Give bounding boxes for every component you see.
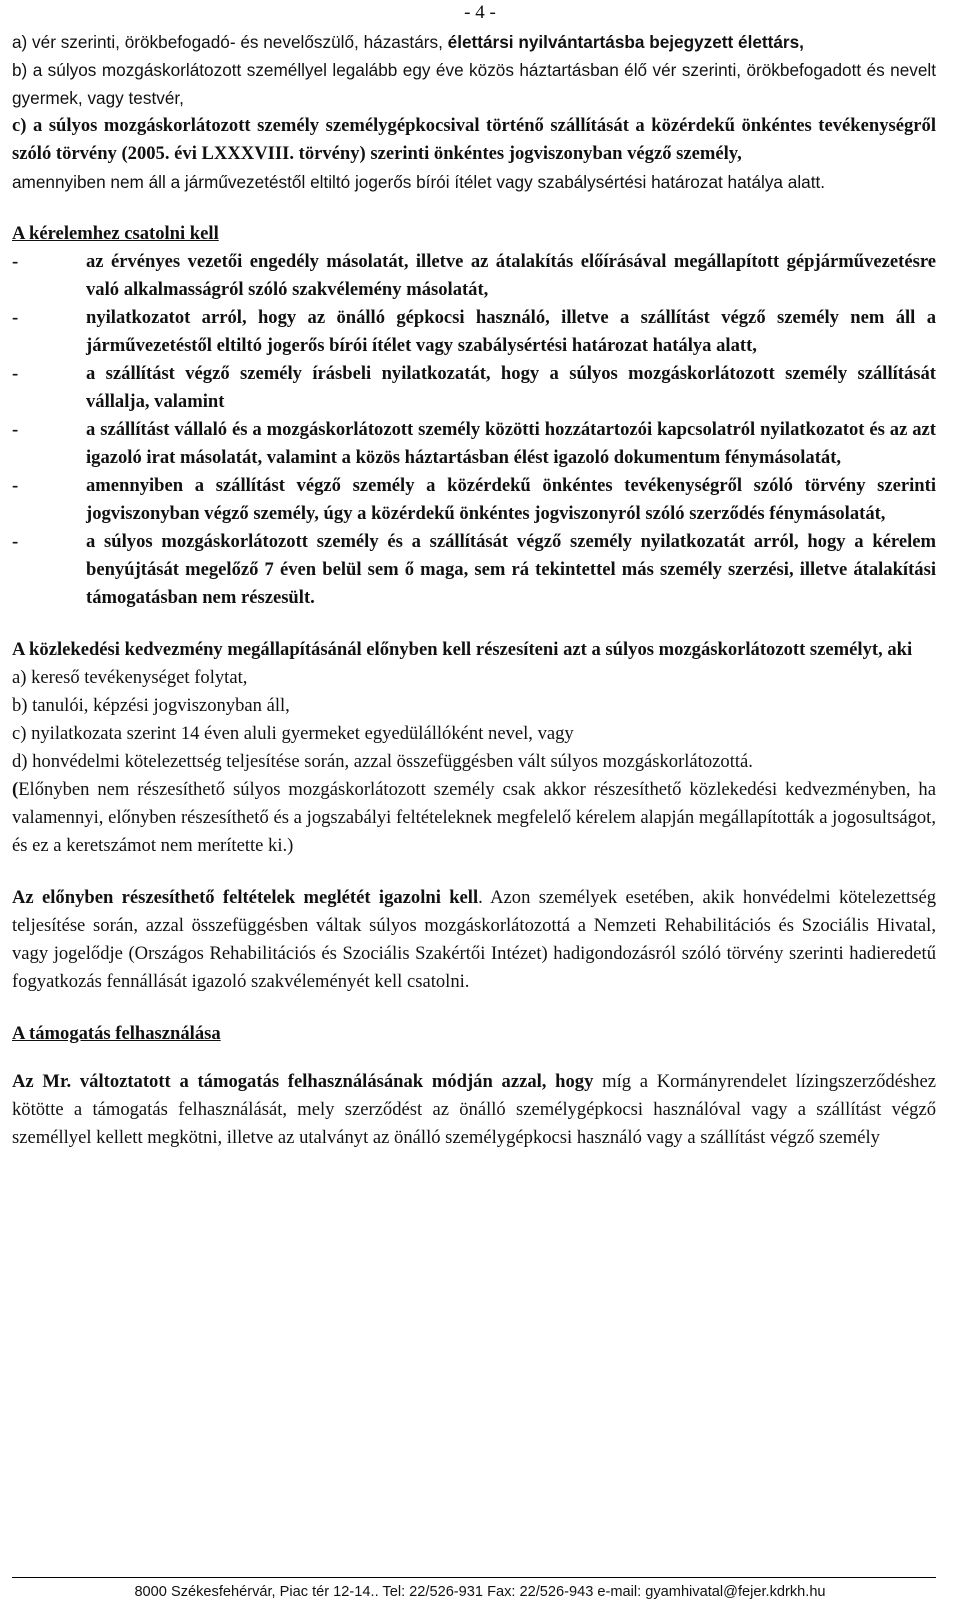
note-paren: (	[12, 779, 19, 800]
page-number: - 4 -	[464, 2, 496, 23]
list-item-a-text: a) vér szerinti, örökbefogadó- és nevelőszülő, házastárs,	[12, 32, 448, 52]
list-marker: -	[12, 307, 19, 328]
proof-paragraph	[12, 884, 936, 996]
document-body	[12, 28, 936, 1152]
list-item	[12, 304, 936, 360]
list-marker: -	[12, 531, 19, 552]
usage-text: míg a Kormányrendelet lízingszerződéshez kötötte a támogatás felhasználását, mely szerződést az önálló személygépkocsi használóval vagy a szállítást végző személlyel kellett megkötni, illetve az utalványt az önálló személygépkocsi használó vagy a szállítást végző személy	[12, 1071, 936, 1148]
priority-heading: A közlekedési kedvezmény megállapításánál előnyben kell részesíteni azt a súlyos mozgáskorlátozott személyt, aki	[12, 639, 913, 660]
list-item-a-bold: élettársi nyilvántartásba bejegyzett élettárs,	[447, 32, 804, 52]
usage-paragraph	[12, 1068, 936, 1152]
priority-item-c: c) nyilatkozata szerint 14 éven aluli gyermeket egyedülállóként nevel, vagy	[12, 723, 574, 744]
note-text: Előnyben nem részesíthető súlyos mozgáskorlátozott személy csak akkor részesíthető közlekedési kedvezményben, ha valamennyi, előnyben részesíthető és a jogszabályi feltételeknek megfelelő kérelem alapján megállapították a jogosultságot, és ez a keretszámot nem merítette ki.)	[12, 779, 936, 856]
proof-text: . Azon személyek esetében, akik honvédelmi kötelezettség teljesítése során, azzal összefüggésben váltak súlyos mozgáskorlátozottá a Nemzeti Rehabilitációs és Szociális Hivatal, vagy jogelődje (Országos Rehabilitációs és Szociális Szakértői Intézet) hadigondozásról szóló törvény szerinti hadieredetű fogyatkozás fennállását igazoló szakvéleményét kell csatolni.	[12, 887, 936, 992]
priority-item-a: a) kereső tevékenységet folytat,	[12, 667, 248, 688]
footer-address: 8000 Székesfehérvár, Piac tér 12-14.. Tel: 22/526-931 Fax: 22/526-943 e-mail: gyamhivatal@fejer.kdrkh.hu	[134, 1584, 826, 1600]
list-item	[12, 472, 936, 528]
list-item-b: b) a súlyos mozgáskorlátozott személlyel legalább egy éve közös háztartásban élő vér szerinti, örökbefogadott és nevelt gyermek, vagy testvér,	[12, 60, 936, 108]
priority-item-b: b) tanulói, képzési jogviszonyban áll,	[12, 695, 290, 716]
list-marker: -	[12, 419, 19, 440]
list-item-text: az érvényes vezetői engedély másolatát, illetve az átalakítás előírásával megállapított gépjárművezetésre való alkalmasságról szóló szakvélemény másolatát,	[86, 251, 936, 300]
list-condition: amennyiben nem áll a járművezetéstől eltiltó jogerős bírói ítélet vagy szabálysértési határozat hatálya alatt.	[12, 172, 826, 192]
list-item	[12, 360, 936, 416]
list-item-text: a szállítást végző személy írásbeli nyilatkozatát, hogy a súlyos mozgáskorlátozott személy szállítását vállalja, valamint	[86, 363, 936, 412]
footer-divider	[12, 1577, 936, 1578]
attach-heading: A kérelemhez csatolni kell	[12, 223, 219, 244]
usage-heading: A támogatás felhasználása	[12, 1023, 221, 1044]
list-marker: -	[12, 363, 19, 384]
list-item-text: a súlyos mozgáskorlátozott személy és a szállítását végző személy nyilatkozatát arról, hogy a kérelem benyújtását megelőző 7 éven belül sem ő maga, sem rá tekintettel más személy szerzési, illetve átalakítási támogatásban nem részesült.	[86, 531, 936, 608]
list-item-text: nyilatkozatot arról, hogy az önálló gépkocsi használó, illetve a szállítást végző személy nem áll a járművezetéstől eltiltó jogerős bírói ítélet vagy szabálysértési határozat hatálya alatt,	[86, 307, 936, 356]
list-item-c: c) a súlyos mozgáskorlátozott személy személygépkocsival történő szállítását a közérdekű önkéntes tevékenységről szóló törvény (2005. évi LXXXVIII. törvény) szerinti önkéntes jogviszonyban végző személy,	[12, 115, 936, 164]
list-item-text: a szállítást vállaló és a mozgáskorlátozott személy közötti hozzátartozói kapcsolatról nyilatkozatot és az azt igazoló irat másolatát, valamint a közös háztartásban élést igazoló dokumentum fénymásolatát,	[86, 419, 936, 468]
list-marker: -	[12, 251, 19, 272]
usage-lead: Az Mr. változtatott a támogatás felhasználásának módján azzal, hogy	[12, 1071, 594, 1092]
attach-list	[12, 248, 936, 612]
list-item-a	[12, 28, 936, 56]
priority-note	[12, 776, 936, 860]
list-item	[12, 416, 936, 472]
proof-lead: Az előnyben részesíthető feltételek meglétét igazolni kell	[12, 887, 479, 908]
list-item	[12, 248, 936, 304]
list-item	[12, 528, 936, 612]
priority-item-d: d) honvédelmi kötelezettség teljesítése során, azzal összefüggésben vált súlyos mozgáskorlátozottá.	[12, 751, 753, 772]
list-item-text: amennyiben a szállítást végző személy a közérdekű önkéntes tevékenységről szóló törvény szerinti jogviszonyban végző személy, úgy a közérdekű önkéntes jogviszonyról szóló szerződés fénymásolatát,	[86, 475, 936, 524]
list-marker: -	[12, 475, 19, 496]
